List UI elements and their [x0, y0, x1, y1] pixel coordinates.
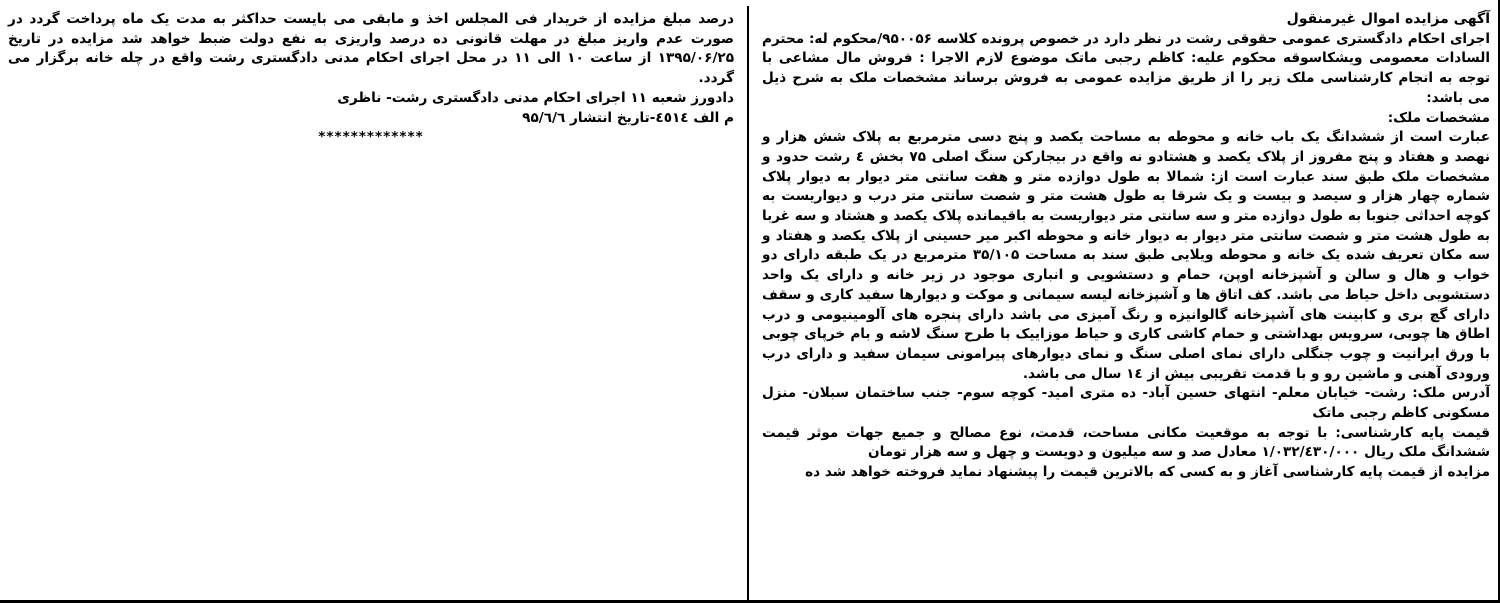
column-divider [747, 6, 749, 600]
property-specs-heading: مشخصات ملک: [1387, 109, 1490, 126]
notice-left-column [8, 10, 734, 148]
property-description-paragraph: عبارت است از ششدانگ یک باب خانه و محوطه به مساحت یکصد و پنج دسی مترمربع به پلاک شش هزار و نهصد و هفتاد و پنج مفروز از پلاک یکصد و هشتادو نه واقع در بیجارکن سنگ اصلی ۷۵ بخش ٤ رشت حدود و مشخصات ملک طبق سند عبارت است از: شمالا به طول دوازده متر و هفت سانتی متر دیوار به دیوار پلاک شماره چهار هزار و سیصد و بیست و یک شرقا به طول هشت متر و شصت سانتی متر درب و دیواریست به کوچه احداثی جنوبا به طول دوازده متر و سه سانتی متر دیواریست به باقیمانده پلاک یکصد و هشتاد و سه غربا به طول هشت متر و شصت سانتی متر دیوار به دیوار خانه و محوطه اکبر میر حسینی از پلاک یکصد و هفتاد و سه مکان تعریف شده یک خانه و محوطه ویلایی طبق سند به مساحت ۳۵/۱۰۵ مترمربع در یک طبقه دارای دو خواب و هال و سالن و آشپزخانه اوپن، حمام و دستشویی و انباری موجود در زیر خانه و دارای یک واحد دستشویی داخل حیاط می باشد. کف اتاق ها و آشپزخانه لیسه سیمانی و موکت و دیوارها سفید کاری و سقف دارای گچ بری و کابینت های آشپزخانه گالوانیزه و رنگ آمیزی می باشد دارای پنجره های آلومینیومی و درب اطاق ها چوبی، سرویس بهداشتی و حمام کاشی کاری و حیاط موزاییک با طرح سنگ لاشه و بام خرپای چوبی با ورق ایرانیت و چوب جنگلی دارای نمای اصلی سنگ و نمای دیوارهای پیرامونی سیمان سفید و دارای درب ورودی آهنی و ماشین رو و با قدمت تقریبی بیش از ١٤ سال می باشد. [762, 129, 1490, 382]
auction-terms-continued-paragraph: درصد مبلغ مزایده از خریدار فی المجلس اخذ و مابقی می بایست حداکثر به مدت یک ماه پرداخت گردد در صورت عدم واریز مبلغ در مهلت قانونی ده درصد واریزی به نفع دولت ضبط خواهد شد مزایده در تاریخ ۱۳۹۵/۰۶/۲۵ از ساعت ۱۰ الی ۱۱ در محل اجرای احکام مدنی دادگستری رشت واقع در چله خانه برگزار می گردد. [8, 11, 735, 87]
publication-reference-line: م الف ٤٥١٤-تاریخ انتشار ۹۵/٦/٦ [522, 109, 734, 126]
notice-intro-paragraph: اجرای احکام دادگستری عمومی حقوقی رشت در نظر دارد در خصوص پرونده کلاسه ۹۵۰۰۵۶/محکوم له: محترم السادات معصومی ویشکاسوقه محکوم علیه: کاظم رجبی ماتک موضوع لازم الاجرا : فروش مال مشاعی با توجه به انجام کارشناسی ملک زیر را از طریق مزایده عمومی به فروش برساند مشخصات ملک به شرح ذیل می باشد: [762, 30, 1490, 106]
end-of-notice-stars: ************* [318, 129, 424, 146]
auction-terms-paragraph: مزایده از قیمت پایه کارشناسی آغاز و به کسی که بالاترین قیمت را پیشنهاد نماید فروخته خواهد شد ده [805, 464, 1490, 481]
property-address-paragraph: آدرس ملک: رشت- خیابان معلم- انتهای حسین آباد- ده متری امید- کوچه سوم- جنب ساختمان سبلان- منزل مسکونی کاظم رجبی ماتک [762, 385, 1490, 422]
appraisal-price-paragraph: قیمت پایه کارشناسی: با توجه به موقعیت مکانی مساحت، قدمت، نوع مصالح و جمیع جهات موثر قیمت ششدانگ ملک ریال ۱/۰۳۲/٤۳۰/۰۰۰ معادل صد و سه میلیون و دویست و چهل و سه هزار تومان [762, 424, 1490, 461]
notice-title: آگهی مزایده اموال غیرمنقول [1286, 11, 1490, 27]
notice-right-column [762, 10, 1490, 483]
signatory-line: دادورز شعبه ۱۱ اجرای احکام مدنی دادگستری رشت- ناظری [337, 89, 734, 106]
